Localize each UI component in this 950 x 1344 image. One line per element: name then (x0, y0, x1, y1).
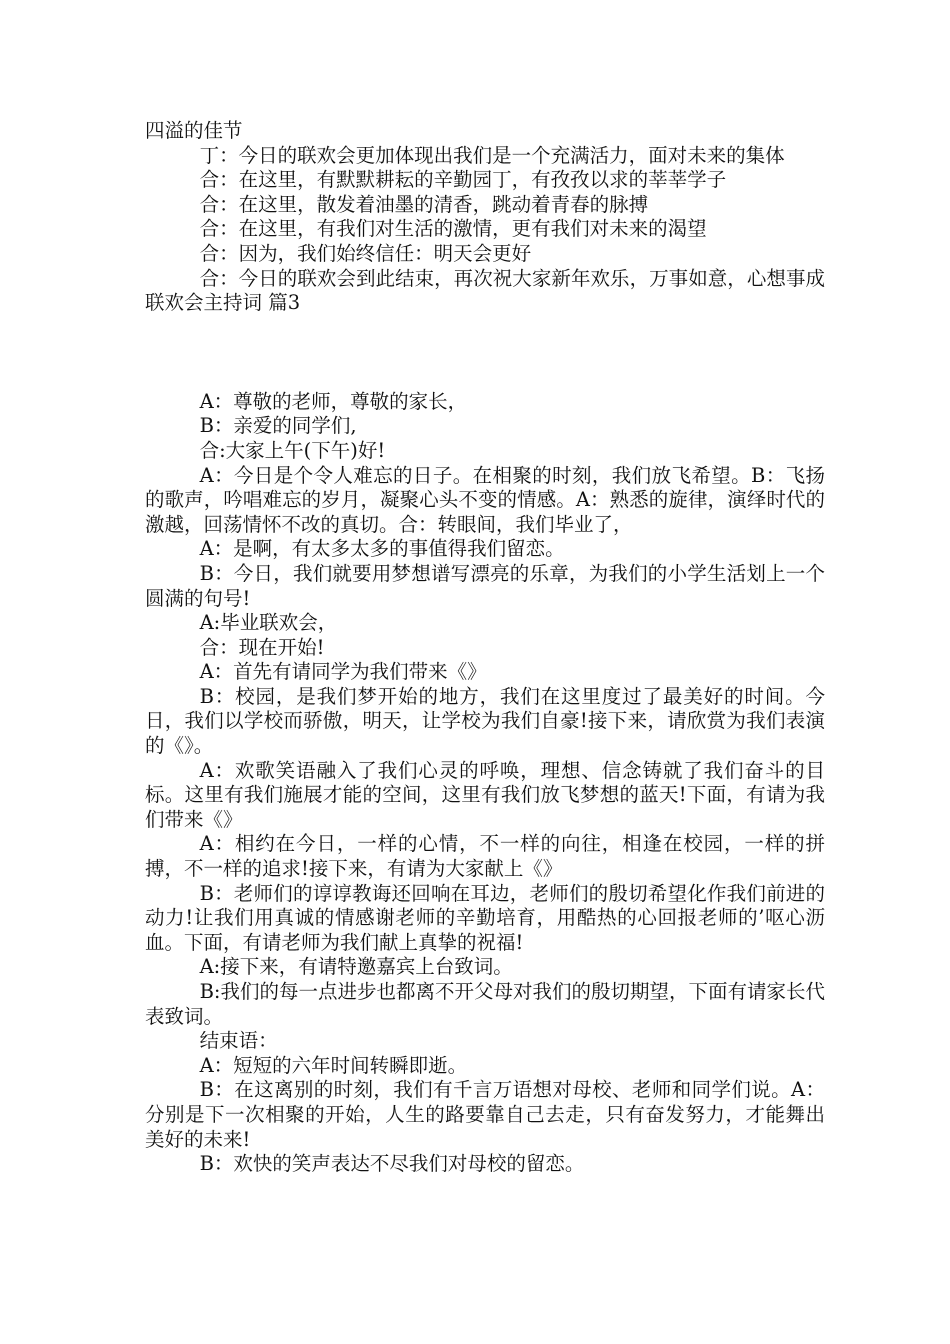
paragraph: 合：在这里，有默默耕耘的辛勤园丁，有孜孜以求的莘莘学子 (199, 168, 727, 192)
paragraph: B：亲爱的同学们, (199, 414, 357, 438)
paragraph: 丁：今日的联欢会更加体现出我们是一个充满活力，面对未来的集体 (199, 143, 785, 167)
paragraph: B：今日，我们就要用梦想谱写漂亮的乐章，为我们的小学生活划上一个圆满的句号! (145, 561, 825, 610)
paragraph: A：今日是个令人难忘的日子。在相聚的时刻，我们放飞希望。B：飞扬的歌声，吟唱难忘的岁月，凝聚心头不变的情感。A：熟悉的旋律，演绎时代的激越，回荡情怀不改的真切。合：转眼间，我们毕业了， (145, 463, 825, 536)
paragraph: A：是啊，有太多太多的事值得我们留恋。 (199, 537, 565, 561)
paragraph: A：尊敬的老师，尊敬的家长， (199, 389, 468, 413)
paragraph: 合：因为，我们始终信任：明天会更好 (199, 241, 532, 265)
paragraph: 合:大家上午(下午)好! (199, 438, 386, 462)
paragraph: A：相约在今日，一样的心情，不一样的向往，相逢在校园，一样的拼搏，不一样的追求!接下来，有请为大家献上《》 (145, 832, 825, 881)
document-section-top (145, 119, 825, 316)
paragraph: B：校园，是我们梦开始的地方，我们在这里度过了最美好的时间。今日，我们以学校而骄傲，明天，让学校为我们自豪!接下来，请欣赏为我们表演的《》。 (145, 684, 825, 758)
document-page (145, 119, 825, 1177)
paragraph: 合：今日的联欢会到此结束，再次祝大家新年欢乐，万事如意，心想事成联欢会主持词 篇3 (145, 266, 825, 315)
paragraph: 结束语： (199, 1029, 278, 1053)
paragraph: 合：现在开始! (199, 635, 325, 659)
paragraph: A：欢歌笑语融入了我们心灵的呼唤，理想、信念铸就了我们奋斗的目标。这里有我们施展才能的空间，这里有我们放飞梦想的蓝天!下面，有请为我们带来《》 (145, 758, 825, 831)
paragraph: A：首先有请同学为我们带来《》 (199, 660, 487, 684)
paragraph: 四溢的佳节 (145, 119, 243, 142)
paragraph: B：在这离别的时刻，我们有千言万语想对母校、老师和同学们说。A：分别是下一次相聚的开始，人生的路要靠自己去走，只有奋发努力，才能舞出美好的未来! (145, 1078, 825, 1151)
paragraph: 合：在这里，散发着油墨的清香，跳动着青春的脉搏 (199, 192, 649, 216)
paragraph: 合：在这里，有我们对生活的激情，更有我们对未来的渴望 (199, 217, 707, 241)
paragraph: B:我们的每一点进步也都离不开父母对我们的殷切期望，下面有请家长代表致词。 (145, 980, 825, 1028)
section-gap (145, 316, 825, 390)
paragraph: A：短短的六年时间转瞬即逝。 (199, 1053, 468, 1077)
paragraph: B：老师们的谆谆教诲还回响在耳边，老师们的殷切希望化作我们前进的动力!让我们用真诚的情感谢老师的辛勤培育，用酷热的心回报老师的’呕心沥血。下面，有请老师为我们献上真挚的祝福! (145, 881, 825, 954)
paragraph: A:接下来，有请特邀嘉宾上台致词。 (199, 955, 513, 979)
paragraph: A:毕业联欢会， (199, 611, 338, 635)
paragraph: B：欢快的笑声表达不尽我们对母校的留恋。 (199, 1152, 585, 1176)
document-section-bottom (145, 390, 825, 1177)
